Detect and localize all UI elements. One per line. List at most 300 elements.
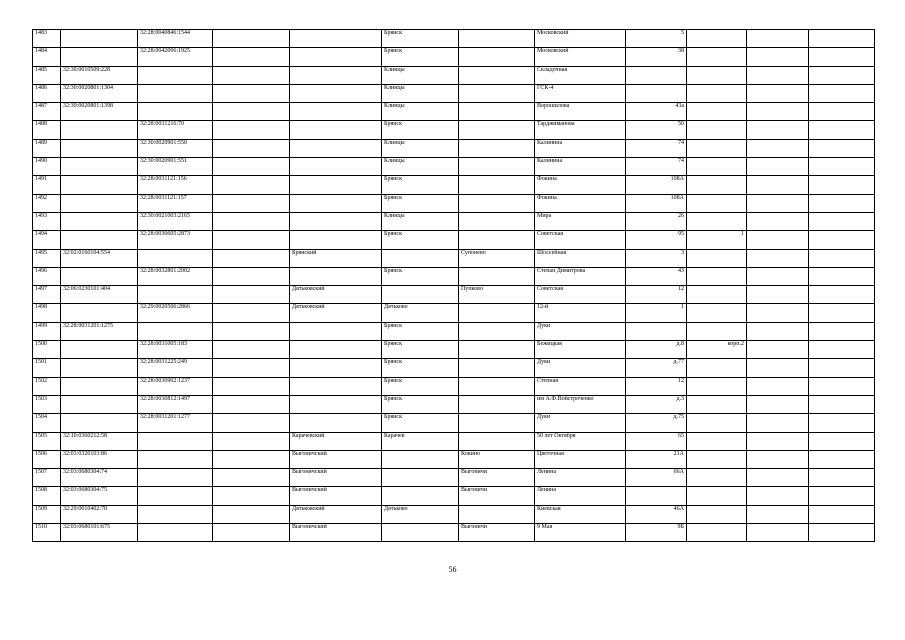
row-number: 1510 xyxy=(33,524,61,542)
empty-cell xyxy=(213,432,290,450)
district-cell xyxy=(290,66,382,84)
city-cell xyxy=(382,249,459,267)
city-cell xyxy=(382,524,459,542)
building-cell: корп.2 xyxy=(687,341,747,359)
table-row xyxy=(33,30,875,48)
empty-cell xyxy=(213,249,290,267)
extra-cell xyxy=(747,139,809,157)
street-cell: Ленина xyxy=(535,487,626,505)
settlement-cell xyxy=(459,231,535,249)
settlement-cell xyxy=(459,395,535,413)
table-row xyxy=(33,377,875,395)
cadastral-number-object: 32:28:0030812:1497 xyxy=(138,395,213,413)
street-cell: Мира xyxy=(535,212,626,230)
row-number: 1497 xyxy=(33,286,61,304)
table-row xyxy=(33,341,875,359)
row-number: 1498 xyxy=(33,304,61,322)
house-cell xyxy=(626,84,687,102)
row-number: 1507 xyxy=(33,469,61,487)
extra-cell xyxy=(809,304,875,322)
cadastral-number-object: 32:28:0031121:157 xyxy=(138,194,213,212)
street-cell: Ворошилова xyxy=(535,103,626,121)
empty-cell xyxy=(213,524,290,542)
row-number: 1500 xyxy=(33,341,61,359)
row-number: 1499 xyxy=(33,322,61,340)
cadastral-number-object xyxy=(138,66,213,84)
cadastral-number-land: 32:28:0031201:1275 xyxy=(61,322,138,340)
registry-table xyxy=(32,29,875,542)
house-cell xyxy=(626,66,687,84)
extra-cell xyxy=(809,341,875,359)
cadastral-number-land xyxy=(61,267,138,285)
cadastral-number-object xyxy=(138,103,213,121)
cadastral-number-object: 32:28:0031225:249 xyxy=(138,359,213,377)
settlement-cell xyxy=(459,341,535,359)
city-cell xyxy=(382,469,459,487)
extra-cell xyxy=(747,469,809,487)
row-number: 1491 xyxy=(33,176,61,194)
building-cell xyxy=(687,121,747,139)
city-cell: Брянск xyxy=(382,30,459,48)
district-cell: Выгоничский xyxy=(290,487,382,505)
cadastral-number-land xyxy=(61,304,138,322)
city-cell: Брянск xyxy=(382,231,459,249)
cadastral-number-object xyxy=(138,322,213,340)
cadastral-number-land xyxy=(61,395,138,413)
building-cell xyxy=(687,30,747,48)
street-cell: Степан Димитрова xyxy=(535,267,626,285)
row-number: 1501 xyxy=(33,359,61,377)
street-cell: Калинина xyxy=(535,158,626,176)
building-cell xyxy=(687,505,747,523)
extra-cell xyxy=(747,231,809,249)
district-cell: Выгоничский xyxy=(290,469,382,487)
city-cell: Брянск xyxy=(382,377,459,395)
building-cell xyxy=(687,304,747,322)
settlement-cell xyxy=(459,414,535,432)
street-cell: Дуки xyxy=(535,322,626,340)
row-number: 1504 xyxy=(33,414,61,432)
city-cell xyxy=(382,487,459,505)
settlement-cell xyxy=(459,176,535,194)
house-cell: 5 xyxy=(626,30,687,48)
extra-cell xyxy=(747,249,809,267)
settlement-cell: Супонево xyxy=(459,249,535,267)
empty-cell xyxy=(213,139,290,157)
page-number: 56 xyxy=(448,565,457,574)
house-cell: 74 xyxy=(626,158,687,176)
settlement-cell xyxy=(459,212,535,230)
district-cell xyxy=(290,139,382,157)
cadastral-number-land: 32:03:0680304:74 xyxy=(61,469,138,487)
district-cell: Дятьковский xyxy=(290,304,382,322)
street-cell: ГСК-4 xyxy=(535,84,626,102)
street-cell: Московский xyxy=(535,30,626,48)
extra-cell xyxy=(747,341,809,359)
city-cell: Клинцы xyxy=(382,66,459,84)
cadastral-number-object: 32:28:0031216:70 xyxy=(138,121,213,139)
cadastral-number-land xyxy=(61,359,138,377)
cadastral-number-land: 32:30:0010509:228 xyxy=(61,66,138,84)
city-cell: Брянск xyxy=(382,194,459,212)
street-cell: Складочная xyxy=(535,66,626,84)
settlement-cell: Кокино xyxy=(459,450,535,468)
city-cell: Клинцы xyxy=(382,158,459,176)
extra-cell xyxy=(809,158,875,176)
table-row xyxy=(33,158,875,176)
building-cell xyxy=(687,395,747,413)
extra-cell xyxy=(809,121,875,139)
table-row xyxy=(33,286,875,304)
street-cell: 12-й xyxy=(535,304,626,322)
building-cell xyxy=(687,414,747,432)
city-cell: Клинцы xyxy=(382,212,459,230)
row-number: 1493 xyxy=(33,212,61,230)
extra-cell xyxy=(747,286,809,304)
street-cell: Фокина xyxy=(535,176,626,194)
extra-cell xyxy=(747,487,809,505)
cadastral-number-object: 32:28:0030605:2873 xyxy=(138,231,213,249)
cadastral-number-object xyxy=(138,84,213,102)
settlement-cell xyxy=(459,84,535,102)
cadastral-number-land: 32:29:0010402:70 xyxy=(61,505,138,523)
district-cell xyxy=(290,414,382,432)
settlement-cell xyxy=(459,121,535,139)
table-row xyxy=(33,212,875,230)
cadastral-number-land: 32:30:0020801:1304 xyxy=(61,84,138,102)
empty-cell xyxy=(213,505,290,523)
row-number: 1483 xyxy=(33,30,61,48)
extra-cell xyxy=(747,359,809,377)
empty-cell xyxy=(213,48,290,66)
settlement-cell: Выгоничи xyxy=(459,524,535,542)
cadastral-number-land xyxy=(61,30,138,48)
row-number: 1490 xyxy=(33,158,61,176)
building-cell xyxy=(687,84,747,102)
district-cell xyxy=(290,395,382,413)
empty-cell xyxy=(213,66,290,84)
building-cell xyxy=(687,267,747,285)
district-cell xyxy=(290,158,382,176)
extra-cell xyxy=(747,524,809,542)
table-row xyxy=(33,194,875,212)
city-cell: Брянск xyxy=(382,395,459,413)
extra-cell xyxy=(809,377,875,395)
building-cell xyxy=(687,194,747,212)
extra-cell xyxy=(747,103,809,121)
extra-cell xyxy=(809,505,875,523)
house-cell: д.77 xyxy=(626,359,687,377)
empty-cell xyxy=(213,121,290,139)
cadastral-number-land: 32:03:0680304:75 xyxy=(61,487,138,505)
district-cell xyxy=(290,359,382,377)
cadastral-number-land xyxy=(61,139,138,157)
district-cell xyxy=(290,194,382,212)
empty-cell xyxy=(213,304,290,322)
empty-cell xyxy=(213,231,290,249)
district-cell xyxy=(290,212,382,230)
extra-cell xyxy=(809,84,875,102)
extra-cell xyxy=(747,267,809,285)
row-number: 1488 xyxy=(33,121,61,139)
row-number: 1509 xyxy=(33,505,61,523)
cadastral-number-land xyxy=(61,121,138,139)
extra-cell xyxy=(809,30,875,48)
district-cell: Выгоничский xyxy=(290,450,382,468)
district-cell xyxy=(290,231,382,249)
extra-cell xyxy=(747,48,809,66)
extra-cell xyxy=(809,414,875,432)
house-cell: 74 xyxy=(626,139,687,157)
city-cell xyxy=(382,450,459,468)
street-cell: Московский xyxy=(535,48,626,66)
table-row xyxy=(33,414,875,432)
extra-cell xyxy=(747,176,809,194)
district-cell: Дятьковский xyxy=(290,286,382,304)
city-cell: Клинцы xyxy=(382,84,459,102)
extra-cell xyxy=(747,212,809,230)
extra-cell xyxy=(809,103,875,121)
house-cell: 9Б xyxy=(626,524,687,542)
street-cell: Киевская xyxy=(535,505,626,523)
cadastral-number-object: 32:28:0031201:1277 xyxy=(138,414,213,432)
house-cell: д.3 xyxy=(626,395,687,413)
street-cell: Дуки xyxy=(535,414,626,432)
empty-cell xyxy=(213,359,290,377)
cadastral-number-object: 32:29:0020506:2866 xyxy=(138,304,213,322)
table-row xyxy=(33,249,875,267)
house-cell: д.8 xyxy=(626,341,687,359)
city-cell: Брянск xyxy=(382,359,459,377)
cadastral-number-land xyxy=(61,158,138,176)
district-cell xyxy=(290,30,382,48)
district-cell xyxy=(290,341,382,359)
settlement-cell xyxy=(459,66,535,84)
building-cell xyxy=(687,158,747,176)
cadastral-number-object: 32:28:0040846:1544 xyxy=(138,30,213,48)
cadastral-number-land: 32:06:0230101:404 xyxy=(61,286,138,304)
empty-cell xyxy=(213,341,290,359)
street-cell: Советская xyxy=(535,231,626,249)
table-row xyxy=(33,505,875,523)
district-cell: Брянский xyxy=(290,249,382,267)
cadastral-number-land xyxy=(61,48,138,66)
building-cell xyxy=(687,48,747,66)
table-row xyxy=(33,359,875,377)
settlement-cell xyxy=(459,103,535,121)
house-cell: 65 xyxy=(626,432,687,450)
city-cell: Брянск xyxy=(382,414,459,432)
extra-cell xyxy=(809,231,875,249)
row-number: 1489 xyxy=(33,139,61,157)
district-cell xyxy=(290,84,382,102)
empty-cell xyxy=(213,212,290,230)
district-cell xyxy=(290,121,382,139)
extra-cell xyxy=(747,377,809,395)
settlement-cell xyxy=(459,158,535,176)
registry-rows xyxy=(33,30,875,542)
extra-cell xyxy=(747,322,809,340)
house-cell: 43 xyxy=(626,267,687,285)
extra-cell xyxy=(809,139,875,157)
cadastral-number-object: 32:30:0020901:550 xyxy=(138,139,213,157)
row-number: 1484 xyxy=(33,48,61,66)
empty-cell xyxy=(213,469,290,487)
building-cell xyxy=(687,432,747,450)
house-cell: 21А xyxy=(626,450,687,468)
house-cell: д.75 xyxy=(626,414,687,432)
house-cell: 12 xyxy=(626,377,687,395)
extra-cell xyxy=(809,359,875,377)
table-row xyxy=(33,432,875,450)
settlement-cell xyxy=(459,267,535,285)
row-number: 1494 xyxy=(33,231,61,249)
street-cell: Калинина xyxy=(535,139,626,157)
table-row xyxy=(33,66,875,84)
settlement-cell xyxy=(459,322,535,340)
house-cell: 95 xyxy=(626,231,687,249)
row-number: 1496 xyxy=(33,267,61,285)
district-cell xyxy=(290,48,382,66)
extra-cell xyxy=(747,121,809,139)
extra-cell xyxy=(809,249,875,267)
city-cell: Дятьково xyxy=(382,304,459,322)
building-cell xyxy=(687,286,747,304)
street-cell: 50 лет Октября xyxy=(535,432,626,450)
extra-cell xyxy=(809,322,875,340)
settlement-cell xyxy=(459,48,535,66)
settlement-cell xyxy=(459,304,535,322)
cadastral-number-land xyxy=(61,341,138,359)
building-cell xyxy=(687,450,747,468)
house-cell: 38 xyxy=(626,48,687,66)
cadastral-number-land xyxy=(61,231,138,249)
table-row xyxy=(33,121,875,139)
building-cell xyxy=(687,469,747,487)
cadastral-number-object xyxy=(138,469,213,487)
settlement-cell xyxy=(459,432,535,450)
table-row xyxy=(33,469,875,487)
street-cell: Степная xyxy=(535,377,626,395)
cadastral-number-object: 32:30:0021003:2165 xyxy=(138,212,213,230)
row-number: 1508 xyxy=(33,487,61,505)
city-cell: Клинцы xyxy=(382,139,459,157)
row-number: 1485 xyxy=(33,66,61,84)
row-number: 1486 xyxy=(33,84,61,102)
cadastral-number-object: 32:28:0031005:183 xyxy=(138,341,213,359)
settlement-cell xyxy=(459,377,535,395)
settlement-cell xyxy=(459,139,535,157)
row-number: 1505 xyxy=(33,432,61,450)
extra-cell xyxy=(747,66,809,84)
building-cell xyxy=(687,103,747,121)
building-cell xyxy=(687,249,747,267)
city-cell: Клинцы xyxy=(382,103,459,121)
extra-cell xyxy=(809,194,875,212)
extra-cell xyxy=(809,286,875,304)
building-cell xyxy=(687,176,747,194)
empty-cell xyxy=(213,176,290,194)
extra-cell xyxy=(809,48,875,66)
cadastral-number-land xyxy=(61,377,138,395)
cadastral-number-land: 32:02:0160104:554 xyxy=(61,249,138,267)
extra-cell xyxy=(809,66,875,84)
settlement-cell: Выгоничи xyxy=(459,469,535,487)
cadastral-number-object: 32:28:0042006:1925 xyxy=(138,48,213,66)
district-cell xyxy=(290,176,382,194)
cadastral-number-land: 32:30:0020801:1398 xyxy=(61,103,138,121)
extra-cell xyxy=(809,432,875,450)
extra-cell xyxy=(747,395,809,413)
extra-cell xyxy=(809,212,875,230)
district-cell: Дятьковский xyxy=(290,505,382,523)
building-cell xyxy=(687,139,747,157)
house-cell: 66А xyxy=(626,469,687,487)
cadastral-number-land: 32:03:0320103:86 xyxy=(61,450,138,468)
extra-cell xyxy=(809,487,875,505)
empty-cell xyxy=(213,322,290,340)
extra-cell xyxy=(747,158,809,176)
row-number: 1495 xyxy=(33,249,61,267)
city-cell: Брянск xyxy=(382,267,459,285)
table-row xyxy=(33,524,875,542)
cadastral-number-land xyxy=(61,176,138,194)
cadastral-number-object: 32:30:0020901:551 xyxy=(138,158,213,176)
table-row xyxy=(33,103,875,121)
extra-cell xyxy=(809,395,875,413)
city-cell: Брянск xyxy=(382,48,459,66)
district-cell: Карачевский xyxy=(290,432,382,450)
cadastral-number-object xyxy=(138,432,213,450)
building-cell: 1 xyxy=(687,231,747,249)
cadastral-number-object: 32:28:0031121:156 xyxy=(138,176,213,194)
empty-cell xyxy=(213,286,290,304)
building-cell xyxy=(687,66,747,84)
table-row xyxy=(33,48,875,66)
empty-cell xyxy=(213,194,290,212)
table-row xyxy=(33,450,875,468)
cadastral-number-land xyxy=(61,194,138,212)
table-row xyxy=(33,139,875,157)
city-cell xyxy=(382,286,459,304)
table-row xyxy=(33,231,875,249)
extra-cell xyxy=(747,194,809,212)
cadastral-number-object xyxy=(138,505,213,523)
street-cell: Фокина xyxy=(535,194,626,212)
registry-sheet xyxy=(32,29,874,542)
table-row xyxy=(33,267,875,285)
settlement-cell: Выгоничи xyxy=(459,487,535,505)
street-cell: Ленина xyxy=(535,469,626,487)
building-cell xyxy=(687,377,747,395)
cadastral-number-object xyxy=(138,249,213,267)
empty-cell xyxy=(213,30,290,48)
extra-cell xyxy=(747,505,809,523)
extra-cell xyxy=(747,30,809,48)
table-row xyxy=(33,84,875,102)
street-cell: 9 Мая xyxy=(535,524,626,542)
district-cell xyxy=(290,267,382,285)
settlement-cell xyxy=(459,194,535,212)
row-number: 1506 xyxy=(33,450,61,468)
table-row xyxy=(33,395,875,413)
settlement-cell xyxy=(459,505,535,523)
house-cell: 108А xyxy=(626,176,687,194)
street-cell: Шоссейная xyxy=(535,249,626,267)
district-cell: Выгоничский xyxy=(290,524,382,542)
empty-cell xyxy=(213,267,290,285)
extra-cell xyxy=(809,176,875,194)
